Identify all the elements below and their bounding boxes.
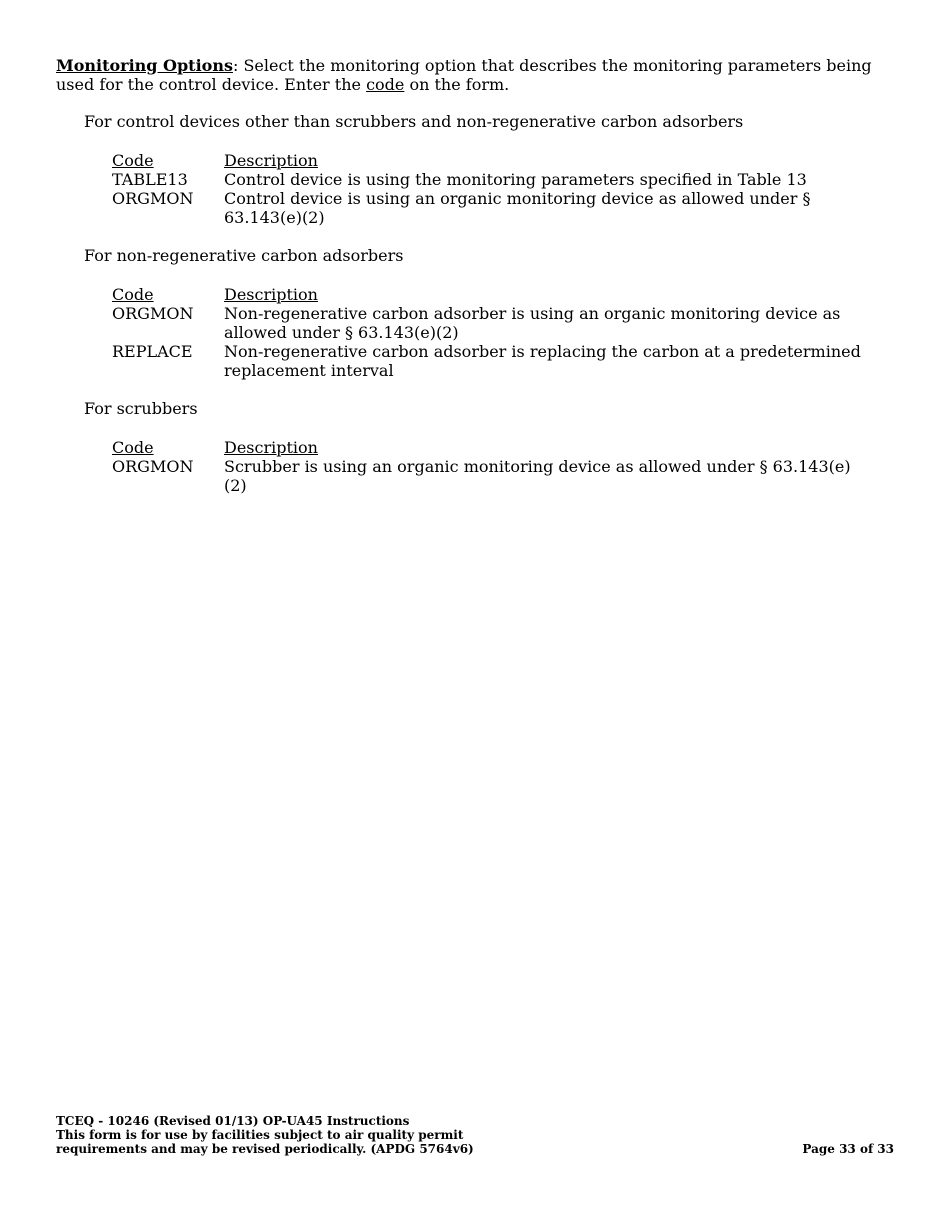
code-cell: ORGMON: [112, 457, 194, 476]
code-word: code: [366, 75, 405, 94]
description-cell: Control device is using the monitoring parameters specified in Table 13: [224, 170, 807, 189]
section-label-control-devices: For control devices other than scrubbers and non-regenerative carbon adsorbers: [84, 112, 744, 131]
description-header: Description: [224, 151, 318, 170]
intro-paragraph: [56, 56, 896, 94]
codes-table-scrubbers: [112, 438, 864, 495]
page-number: Page 33 of 33: [802, 1142, 894, 1156]
footer-line-3: requirements and may be revised periodically. (APDG 5764v6): [56, 1142, 474, 1156]
code-header: Code: [112, 438, 154, 457]
codes-table-control-devices: [112, 151, 864, 227]
table-row: [112, 304, 864, 342]
code-cell: ORGMON: [112, 189, 194, 208]
code-cell: ORGMON: [112, 304, 194, 323]
table-row: [112, 342, 864, 380]
table-header-row: [112, 285, 864, 304]
description-cell: Control device is using an organic monitoring device as allowed under § 63.143(e)(2): [224, 189, 811, 227]
page-footer: [56, 1114, 894, 1156]
footer-form-info: [56, 1114, 516, 1156]
description-cell: Non-regenerative carbon adsorber is replacing the carbon at a predetermined replacement interval: [224, 342, 861, 380]
section-heading: Monitoring Options: [56, 56, 233, 75]
footer-line-2: This form is for use by facilities subject to air quality permit: [56, 1128, 464, 1142]
table-header-row: [112, 151, 864, 170]
code-header: Code: [112, 151, 154, 170]
codes-table-carbon-adsorbers: [112, 285, 864, 380]
section-label-scrubbers: For scrubbers: [84, 399, 198, 418]
description-cell: Scrubber is using an organic monitoring device as allowed under § 63.143(e)(2): [224, 457, 851, 495]
code-cell: REPLACE: [112, 342, 193, 361]
table-row: [112, 457, 864, 495]
intro-text: : Select the monitoring option that describes the monitoring parameters being used for the control device. Enter the: [56, 56, 872, 94]
table-header-row: [112, 438, 864, 457]
section-label-carbon-adsorbers: For non-regenerative carbon adsorbers: [84, 246, 404, 265]
code-header: Code: [112, 285, 154, 304]
code-cell: TABLE13: [112, 170, 188, 189]
table-row: [112, 170, 864, 189]
description-header: Description: [224, 285, 318, 304]
footer-line-1: TCEQ - 10246 (Revised 01/13) OP-UA45 Instructions: [56, 1114, 410, 1128]
document-page: [56, 56, 896, 514]
description-cell: Non-regenerative carbon adsorber is using an organic monitoring device as allowed under § 63.143(e)(2): [224, 304, 841, 342]
intro-text-end: on the form.: [404, 75, 510, 94]
description-header: Description: [224, 438, 318, 457]
table-row: [112, 189, 864, 227]
